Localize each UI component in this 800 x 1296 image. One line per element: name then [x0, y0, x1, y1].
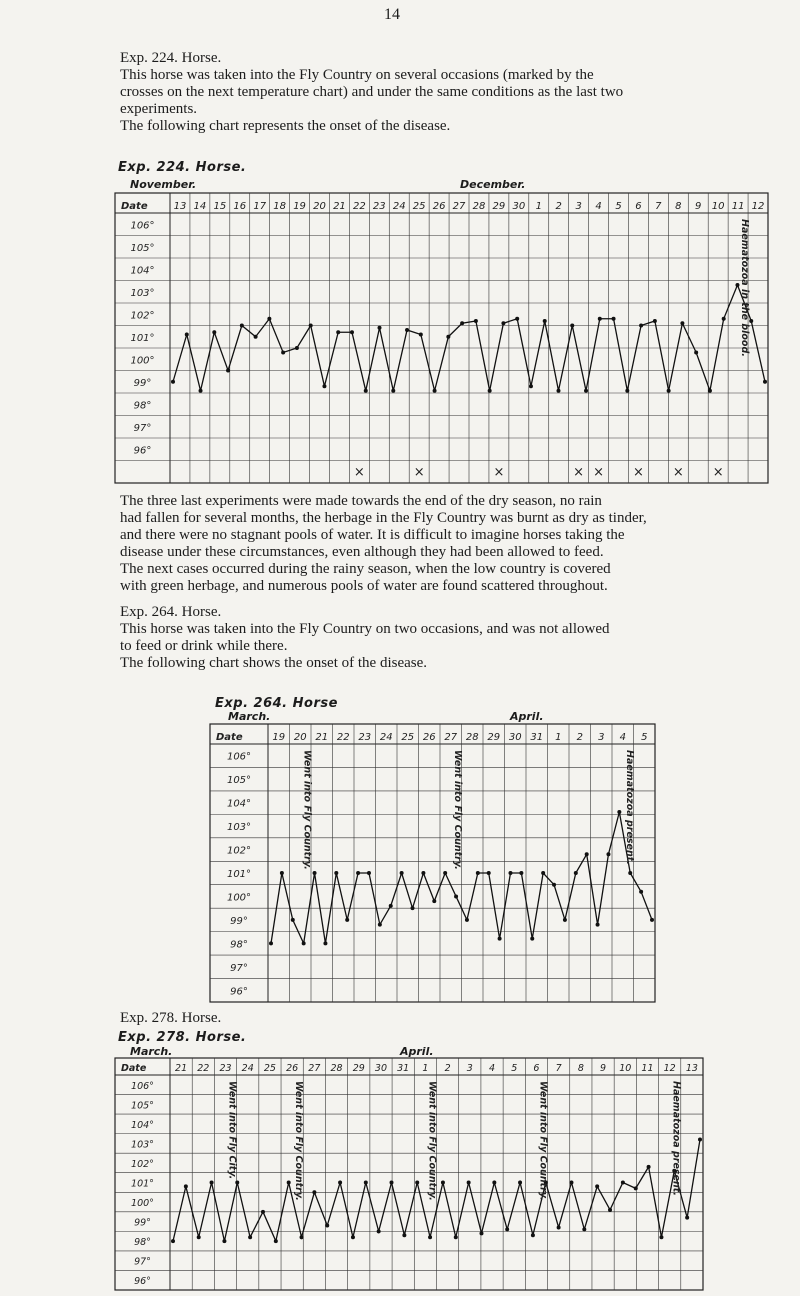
chart2-month-right: April.	[510, 710, 544, 723]
temperature-point	[419, 333, 423, 337]
temperature-point	[402, 1233, 406, 1237]
temperature-point	[338, 1181, 342, 1185]
temperature-point	[400, 871, 404, 875]
temperature-point	[345, 918, 349, 922]
temperature-tick-label: 100°	[131, 1198, 154, 1210]
temperature-point	[433, 389, 437, 393]
temperature-tick-label: 106°	[130, 220, 155, 232]
fly-country-cross-mark: ×	[632, 464, 644, 480]
date-tick-label: 27	[452, 201, 466, 212]
temperature-point	[322, 384, 326, 388]
fly-country-cross-mark: ×	[672, 464, 684, 480]
temperature-point	[574, 871, 578, 875]
fly-country-cross-mark: ×	[493, 464, 505, 480]
text-line: The next cases occurred during the rainy season, when the low country is covered	[120, 561, 611, 577]
chart1-title: Exp. 224. Horse.	[118, 160, 247, 175]
temperature-point	[446, 335, 450, 339]
date-tick-label: 9	[695, 201, 702, 212]
text-line: The three last experiments were made towards the end of the dry season, no rain	[120, 493, 602, 509]
temperature-point	[336, 330, 340, 334]
temperature-point	[698, 1138, 702, 1142]
date-tick-label: 29	[487, 732, 501, 743]
temperature-tick-label: 99°	[230, 915, 248, 927]
temperature-point	[596, 923, 600, 927]
temperature-point	[323, 941, 327, 945]
temperature-point	[543, 319, 547, 323]
text-line: Exp. 278. Horse.	[120, 1010, 222, 1026]
temperature-tick-label: 104°	[130, 265, 155, 277]
date-tick-label: 5	[615, 201, 622, 212]
date-tick-label: 1	[555, 732, 562, 743]
temperature-tick-label: 99°	[133, 377, 152, 389]
chart2-title: Exp. 264. Horse	[215, 696, 338, 711]
date-tick-label: 18	[273, 201, 287, 212]
vertical-annotation: Went into Fly Country.	[293, 1081, 305, 1201]
date-tick-label: 14	[193, 201, 207, 212]
temperature-point	[552, 883, 556, 887]
temperature-point	[465, 918, 469, 922]
temperature-point	[608, 1208, 612, 1212]
text-line: This horse was taken into the Fly Country on several occasions (marked by the	[120, 67, 594, 83]
text-line: and there were no stagnant pools of water. It is difficult to imagine horses taking the	[120, 527, 625, 543]
fly-country-cross-mark: ×	[593, 464, 605, 480]
date-tick-label: 24	[392, 201, 406, 212]
temperature-tick-label: 97°	[134, 1256, 151, 1268]
temperature-point	[210, 1181, 214, 1185]
date-tick-label: 1	[535, 201, 542, 212]
temperature-point	[617, 810, 621, 814]
chart-frame	[115, 1058, 703, 1290]
temperature-point	[235, 1181, 239, 1185]
temperature-point	[334, 871, 338, 875]
temperature-tick-label: 102°	[131, 1158, 154, 1170]
temperature-point	[606, 852, 610, 856]
temperature-point	[309, 324, 313, 328]
temperature-point	[659, 1235, 663, 1239]
date-row-header: Date	[121, 201, 148, 212]
date-tick-label: 6	[635, 201, 642, 212]
date-tick-label: 2	[576, 732, 583, 743]
temperature-tick-label: 98°	[134, 1237, 151, 1249]
temperature-point	[515, 317, 519, 321]
date-tick-label: 9	[600, 1063, 607, 1074]
paragraph-exp264-intro	[120, 604, 780, 672]
date-tick-label: 25	[412, 201, 426, 212]
paragraph-exp224-intro	[120, 50, 780, 135]
temperature-tick-label: 102°	[226, 845, 252, 857]
date-tick-label: 13	[685, 1063, 698, 1074]
date-tick-label: 3	[575, 201, 582, 212]
temperature-point	[222, 1239, 226, 1243]
date-tick-label: 6	[533, 1063, 540, 1074]
date-tick-label: 4	[488, 1063, 496, 1074]
temperature-tick-label: 101°	[130, 332, 155, 344]
paragraph-exp278-heading	[120, 1010, 780, 1027]
temperature-point	[505, 1227, 509, 1231]
temperature-point	[269, 941, 273, 945]
temperature-point	[248, 1235, 252, 1239]
temperature-tick-label: 98°	[133, 400, 152, 412]
temperature-tick-label: 104°	[226, 798, 252, 810]
temperature-point	[411, 906, 415, 910]
temperature-point	[428, 1235, 432, 1239]
date-tick-label: 4	[619, 732, 626, 743]
temperature-point	[300, 1235, 304, 1239]
date-tick-label: 13	[173, 201, 187, 212]
temperature-point	[184, 1184, 188, 1188]
date-tick-label: 3	[598, 732, 605, 743]
date-row-header: Date	[216, 732, 243, 743]
temperature-point	[171, 1239, 175, 1243]
temperature-point	[501, 321, 505, 325]
temperature-point	[569, 1181, 573, 1185]
temperature-point	[185, 333, 189, 337]
date-tick-label: 25	[401, 732, 415, 743]
text-line: This horse was taken into the Fly Country on two occasions, and was not allowed	[120, 621, 610, 637]
temperature-tick-label: 105°	[130, 242, 155, 254]
temperature-point	[498, 937, 502, 941]
temperature-point	[628, 871, 632, 875]
text-line: The following chart represents the onset of the disease.	[120, 118, 451, 134]
date-tick-label: 2	[444, 1063, 451, 1074]
date-tick-label: 21	[333, 201, 346, 212]
temperature-point	[531, 1233, 535, 1237]
temperature-point	[389, 904, 393, 908]
temperature-point	[432, 899, 436, 903]
date-tick-label: 5	[511, 1063, 518, 1074]
temperature-tick-label: 100°	[226, 892, 252, 904]
temperature-point	[287, 1181, 291, 1185]
temperature-point	[487, 871, 491, 875]
temperature-point	[351, 1235, 355, 1239]
date-tick-label: 26	[286, 1063, 299, 1074]
temperature-tick-label: 103°	[226, 822, 252, 834]
chart1-month-right: December.	[460, 178, 526, 191]
temperature-point	[391, 389, 395, 393]
date-tick-label: 8	[577, 1063, 584, 1074]
date-tick-label: 27	[308, 1063, 321, 1074]
temperature-point	[694, 351, 698, 355]
temperature-tick-label: 106°	[131, 1080, 154, 1092]
temperature-tick-label: 101°	[226, 869, 252, 880]
fly-country-cross-mark: ×	[573, 464, 585, 480]
temperature-point	[763, 380, 767, 384]
temperature-point	[171, 380, 175, 384]
temperature-point	[634, 1186, 638, 1190]
temperature-point	[722, 317, 726, 321]
text-line: The following chart shows the onset of the disease.	[120, 655, 428, 671]
temperature-point	[350, 330, 354, 334]
date-tick-label: 23	[219, 1063, 232, 1074]
vertical-annotation: Went into Fly Country.	[451, 750, 463, 870]
temperature-point	[650, 918, 654, 922]
date-tick-label: 3	[466, 1063, 473, 1074]
temperature-point	[563, 918, 567, 922]
temperature-point	[364, 389, 368, 393]
date-tick-label: 4	[595, 201, 602, 212]
temperature-point	[378, 923, 382, 927]
date-tick-label: 17	[253, 201, 267, 212]
temperature-tick-label: 96°	[230, 986, 248, 998]
temperature-tick-label: 102°	[130, 310, 155, 322]
date-tick-label: 31	[530, 732, 544, 743]
date-tick-label: 15	[213, 201, 227, 212]
vertical-annotation: Went into Fly City.	[226, 1081, 238, 1180]
text-line: Exp. 264. Horse.	[120, 604, 222, 620]
date-tick-label: 22	[352, 201, 366, 212]
temperature-point	[261, 1210, 265, 1214]
temperature-point	[280, 871, 284, 875]
temperature-tick-label: 97°	[133, 422, 152, 434]
temperature-point	[356, 871, 360, 875]
date-tick-label: 10	[711, 201, 725, 212]
temperature-point	[584, 389, 588, 393]
date-tick-label: 30	[512, 201, 526, 212]
date-tick-label: 19	[293, 201, 306, 212]
temperature-point	[541, 871, 545, 875]
date-tick-label: 30	[374, 1063, 388, 1074]
temperature-tick-label: 106°	[226, 751, 252, 763]
temperature-point	[415, 1181, 419, 1185]
chart3-month-left: March.	[130, 1045, 173, 1058]
date-tick-label: 7	[655, 201, 662, 212]
temperature-point	[197, 1235, 201, 1239]
date-tick-label: 11	[731, 201, 745, 212]
chart3-title: Exp. 278. Horse.	[118, 1030, 247, 1045]
date-tick-label: 29	[352, 1063, 365, 1074]
temperature-point	[302, 941, 306, 945]
temperature-point	[295, 346, 299, 350]
temperature-point	[226, 369, 230, 373]
temperature-tick-label: 105°	[226, 775, 252, 787]
temperature-point	[390, 1181, 394, 1185]
temperature-point	[639, 324, 643, 328]
paragraph-dry-season	[120, 493, 780, 595]
fly-country-cross-mark: ×	[353, 464, 365, 480]
temperature-tick-label: 99°	[134, 1217, 151, 1229]
temperature-point	[313, 871, 317, 875]
chart2-month-left: March.	[228, 710, 271, 723]
date-tick-label: 21	[175, 1063, 188, 1074]
temperature-tick-label: 96°	[133, 445, 152, 457]
temperature-point	[367, 871, 371, 875]
date-tick-label: 10	[619, 1063, 632, 1074]
date-tick-label: 8	[675, 201, 682, 212]
temperature-point	[281, 351, 285, 355]
fly-country-cross-mark: ×	[712, 464, 724, 480]
text-line: experiments.	[120, 101, 198, 117]
date-tick-label: 12	[751, 201, 765, 212]
date-tick-label: 26	[432, 201, 446, 212]
chart1-month-left: November.	[130, 178, 197, 191]
temperature-tick-label: 97°	[230, 962, 248, 974]
temperature-point	[240, 324, 244, 328]
temperature-point	[685, 1216, 689, 1220]
temperature-point	[492, 1181, 496, 1185]
text-line: crosses on the next temperature chart) and under the same conditions as the last two	[120, 84, 624, 100]
date-tick-label: 22	[336, 732, 350, 743]
date-tick-label: 5	[641, 732, 648, 743]
temperature-point	[595, 1184, 599, 1188]
temperature-point	[460, 321, 464, 325]
temperature-tick-label: 100°	[130, 355, 155, 367]
date-tick-label: 26	[422, 732, 436, 743]
temperature-tick-label: 103°	[130, 287, 155, 299]
temperature-point	[441, 1181, 445, 1185]
chart2-temperature-chart	[210, 724, 655, 1002]
date-tick-label: 28	[472, 201, 486, 212]
vertical-annotation: Went into Fly Country.	[426, 1081, 438, 1201]
date-tick-label: 1	[422, 1063, 429, 1074]
date-tick-label: 30	[508, 732, 522, 743]
date-tick-label: 16	[233, 201, 247, 212]
temperature-point	[274, 1239, 278, 1243]
temperature-point	[518, 1181, 522, 1185]
vertical-annotation: Haematozoa in the blood.	[739, 219, 751, 357]
temperature-tick-label: 105°	[131, 1100, 154, 1112]
temperature-point	[647, 1165, 651, 1169]
date-tick-label: 31	[397, 1063, 410, 1074]
temperature-point	[508, 871, 512, 875]
chart1-temperature-chart	[115, 193, 768, 483]
temperature-point	[454, 1235, 458, 1239]
temperature-point	[405, 328, 409, 332]
temperature-point	[291, 918, 295, 922]
temperature-point	[479, 1231, 483, 1235]
date-tick-label: 11	[641, 1063, 654, 1074]
temperature-point	[267, 317, 271, 321]
date-tick-label: 21	[315, 732, 329, 743]
date-tick-label: 29	[492, 201, 506, 212]
date-tick-label: 28	[330, 1063, 343, 1074]
date-tick-label: 24	[379, 732, 393, 743]
text-line: Exp. 224. Horse.	[120, 50, 222, 66]
date-row-header: Date	[121, 1063, 147, 1074]
temperature-point	[582, 1227, 586, 1231]
text-line: to feed or drink while there.	[120, 638, 288, 654]
temperature-point	[476, 871, 480, 875]
temperature-point	[625, 389, 629, 393]
temperature-tick-label: 98°	[230, 939, 248, 951]
vertical-annotation: Went into Fly Country.	[301, 750, 313, 870]
date-tick-label: 20	[313, 201, 326, 212]
temperature-point	[529, 384, 533, 388]
date-tick-label: 25	[263, 1063, 276, 1074]
temperature-point	[598, 317, 602, 321]
temperature-point	[612, 317, 616, 321]
date-tick-label: 24	[241, 1063, 254, 1074]
date-tick-label: 23	[372, 201, 386, 212]
date-tick-label: 20	[293, 732, 307, 743]
temperature-point	[364, 1181, 368, 1185]
temperature-point	[467, 1181, 471, 1185]
temperature-point	[680, 321, 684, 325]
temperature-tick-label: 96°	[134, 1276, 151, 1288]
temperature-point	[556, 389, 560, 393]
temperature-point	[708, 389, 712, 393]
temperature-point	[667, 389, 671, 393]
text-line: disease under these circumstances, even although they had been allowed to feed.	[120, 544, 604, 560]
temperature-point	[639, 890, 643, 894]
date-tick-label: 22	[197, 1063, 210, 1074]
temperature-point	[530, 937, 534, 941]
temperature-point	[199, 389, 203, 393]
date-tick-label: 27	[444, 732, 458, 743]
temperature-point	[519, 871, 523, 875]
date-tick-label: 23	[358, 732, 372, 743]
temperature-point	[421, 871, 425, 875]
temperature-point	[557, 1225, 561, 1229]
vertical-annotation: Went into Fly Country.	[537, 1081, 549, 1201]
date-tick-label: 7	[555, 1063, 562, 1074]
temperature-point	[212, 330, 216, 334]
vertical-annotation: Haematozoa present.	[670, 1081, 682, 1196]
temperature-tick-label: 101°	[131, 1178, 154, 1190]
temperature-point	[735, 283, 739, 287]
page-number: 14	[384, 6, 400, 23]
temperature-point	[621, 1181, 625, 1185]
temperature-point	[378, 326, 382, 330]
text-line: had fallen for several months, the herbage in the Fly Country was burnt as dry as tinder,	[120, 510, 647, 526]
temperature-point	[570, 324, 574, 328]
date-tick-label: 12	[663, 1063, 676, 1074]
temperature-point	[377, 1229, 381, 1233]
temperature-point	[454, 894, 458, 898]
date-tick-label: 19	[272, 732, 286, 743]
temperature-point	[443, 871, 447, 875]
fly-country-cross-mark: ×	[413, 464, 425, 480]
chart3-month-right: April.	[400, 1045, 434, 1058]
temperature-point	[254, 335, 258, 339]
text-line: with green herbage, and numerous pools of water are found scattered throughout.	[120, 578, 608, 594]
temperature-point	[585, 852, 589, 856]
temperature-tick-label: 104°	[131, 1119, 154, 1131]
temperature-point	[653, 319, 657, 323]
temperature-point	[488, 389, 492, 393]
chart3-temperature-chart	[115, 1058, 703, 1290]
temperature-point	[312, 1190, 316, 1194]
date-tick-label: 28	[465, 732, 479, 743]
temperature-point	[474, 319, 478, 323]
temperature-point	[325, 1224, 329, 1228]
temperature-tick-label: 103°	[131, 1139, 154, 1151]
date-tick-label: 2	[555, 201, 562, 212]
vertical-annotation: Haematozoa present.	[623, 750, 635, 865]
